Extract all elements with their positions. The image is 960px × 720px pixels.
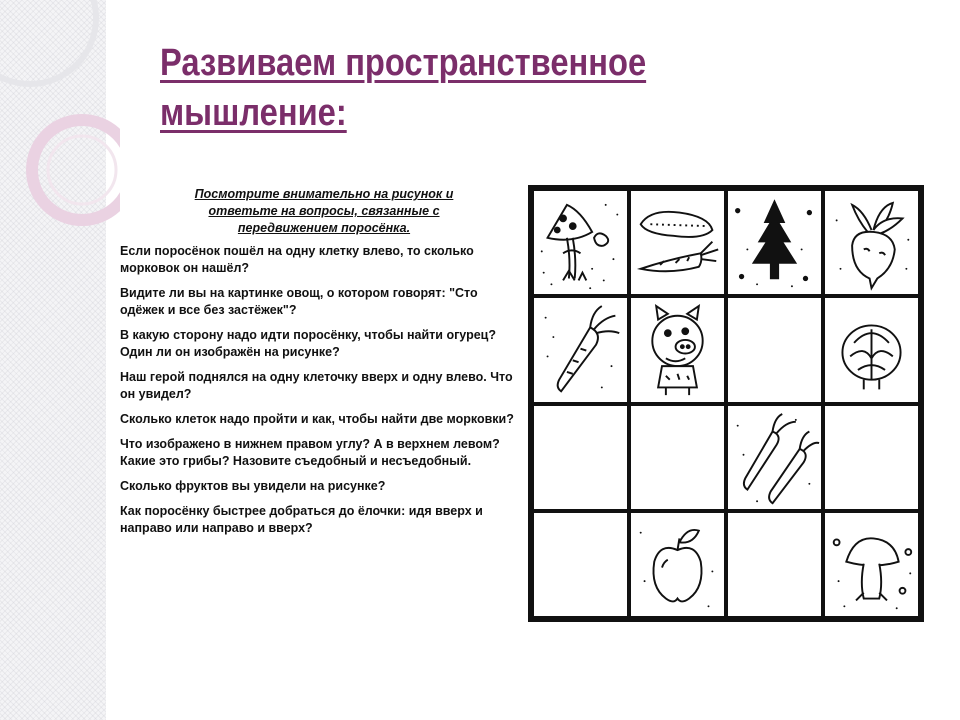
cabbage-icon — [825, 298, 918, 401]
cell-r2-c3 — [726, 296, 823, 403]
beet-icon — [825, 191, 918, 294]
question-7: Сколько фруктов вы увидели на рисунке? — [120, 479, 386, 493]
question-3: В какую сторону надо идти поросёнку, чтобы найти огурец? Один ли он изображён на рисунке? — [120, 328, 496, 359]
cell-r1-c2 — [629, 189, 726, 296]
picture-grid — [528, 185, 924, 622]
question-5: Сколько клеток надо пройти и как, чтобы найти две морковки? — [120, 412, 514, 426]
apple-icon — [631, 513, 724, 616]
cell-r3-c2 — [629, 404, 726, 511]
cell-r1-c4 — [823, 189, 920, 296]
page-title: Развиваем пространственное мышление: — [160, 42, 647, 134]
question-2: Видите ли вы на картинке овощ, о котором говорят: "Сто одёжек и все без застёжек"? — [120, 286, 478, 317]
decorative-circles — [0, 0, 120, 240]
fir-tree-icon — [728, 191, 821, 294]
text-block — [120, 186, 520, 545]
cell-r3-c1 — [532, 404, 629, 511]
cell-r2-c4 — [823, 296, 920, 403]
cell-r4-c2 — [629, 511, 726, 618]
cell-r3-c3 — [726, 404, 823, 511]
cell-r4-c3 — [726, 511, 823, 618]
fly-agaric-icon — [534, 191, 627, 294]
piglet-icon — [631, 298, 724, 401]
cell-r4-c1 — [532, 511, 629, 618]
cell-r3-c4 — [823, 404, 920, 511]
carrot-icon — [534, 298, 627, 401]
question-1: Если поросёнок пошёл на одну клетку влево, то сколько морковок он нашёл? — [120, 244, 474, 275]
two-carrots-icon — [728, 406, 821, 509]
cell-r1-c1 — [532, 189, 629, 296]
question-4: Наш герой поднялся на одну клеточку вверх и одну влево. Что он увидел? — [120, 370, 513, 401]
mushroom-icon — [825, 513, 918, 616]
cucumber-carrot-icon — [631, 191, 724, 294]
question-6: Что изображено в нижнем правом углу? А в верхнем левом? Какие это грибы? Назовите съедобный и несъедобный. — [120, 437, 500, 468]
intro-text: Посмотрите внимательно на рисунок и ответьте на вопросы, связанные с передвижением поросёнка. — [194, 187, 454, 235]
cell-r1-c3 — [726, 189, 823, 296]
cell-r4-c4 — [823, 511, 920, 618]
cell-r2-c2 — [629, 296, 726, 403]
question-8: Как поросёнку быстрее добраться до ёлочки: идя вверх и направо или направо и вверх? — [120, 504, 483, 535]
cell-r2-c1 — [532, 296, 629, 403]
